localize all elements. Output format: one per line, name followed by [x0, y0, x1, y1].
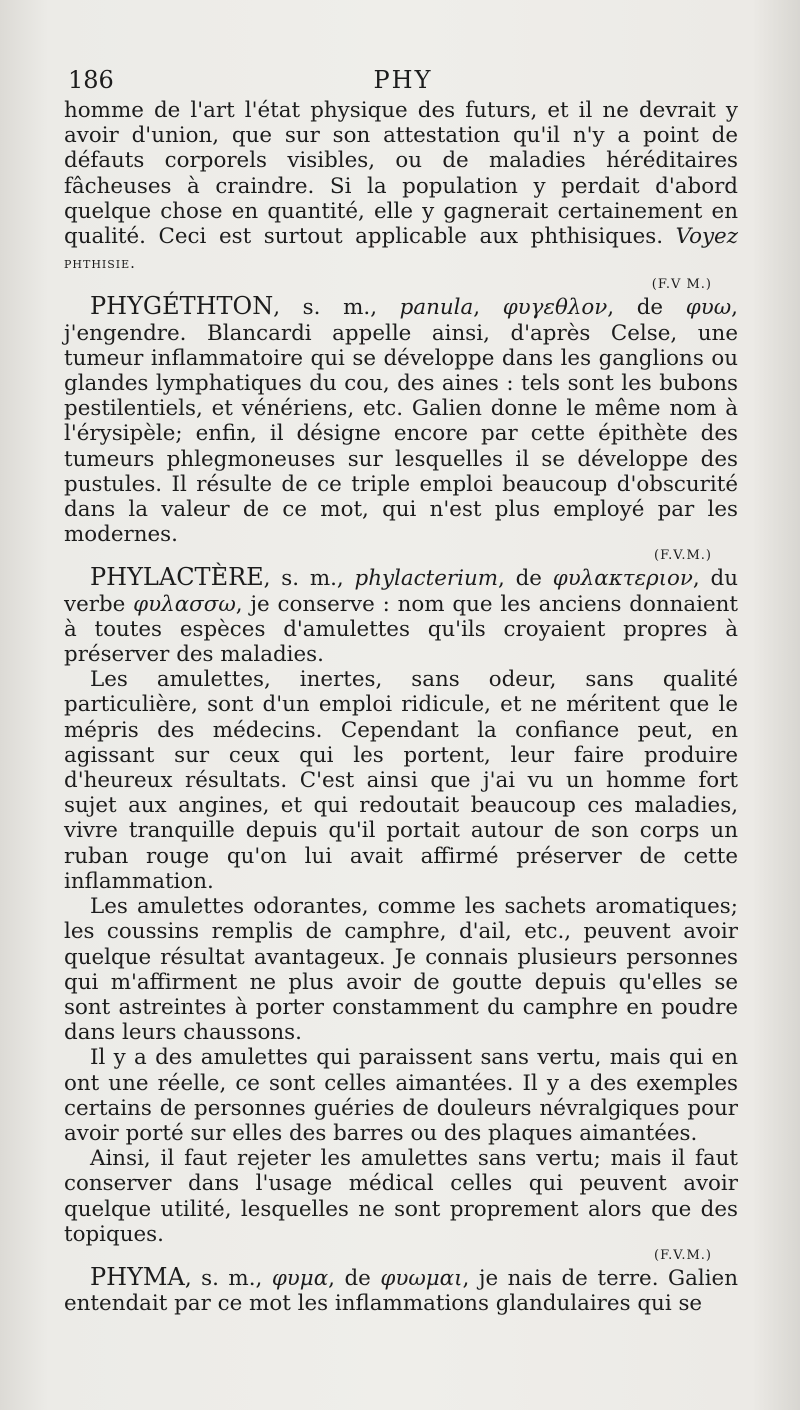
paragraph-last: Ainsi, il faut rejeter les amulettes sans vertu; mais il faut conserver dans l'usage médical celles qui peuvent avoir quelque utilité, lesquelles ne sont proprement alors que des topiques.	[64, 1146, 738, 1247]
entry-body: , j'engendre. Blancardi appelle ainsi, d'après Celse, une tumeur inflammatoire qui se développe dans les ganglions ou glandes lymphatiques du cou, des aines : tels sont les bubons pestilentiels, et vénériens, etc. Galien donne le même nom à l'érysipèle; enfin, il désigne encore par cette épithète des tumeurs phlegmoneuses sur lesquelles il se développe des pustules. Il résulte de ce triple emploi beaucoup d'obscurité dans la valeur de ce mot, qui n'est plus employé par les modernes.	[64, 295, 738, 548]
entry-phylactere	[64, 565, 738, 667]
separator: ,	[473, 295, 503, 321]
paragraph: Les amulettes odorantes, comme les sachets aromatiques; les coussins remplis de camphre, d'ail, etc., peuvent avoir quelque résultat avantageux. Je connais plusieurs personnes qui m'affirment ne plus avoir de goutte depuis qu'elles se sont astreintes à porter constamment du camphre en poudre dans leurs chaussons.	[64, 894, 738, 1046]
separator: , du verbe	[64, 566, 738, 617]
continuation-paragraph	[64, 98, 738, 276]
running-head: PHY	[373, 66, 433, 94]
greek-term: φυγεθλον	[502, 295, 608, 321]
author-signature: (F.V M.)	[651, 277, 712, 293]
entry-phygethton	[64, 294, 738, 547]
greek-root: φυωμαι	[380, 1265, 463, 1291]
greek-term: φυλακτεριον	[552, 566, 693, 592]
latin-term: panula	[399, 295, 474, 321]
entry-phyma	[64, 1262, 738, 1317]
greek-verb: φυλασσω	[133, 591, 236, 617]
page-number: 186	[68, 66, 114, 94]
headword: PHYGÉTHTON	[90, 292, 274, 321]
separator: , de	[607, 295, 686, 321]
separator: , de	[498, 566, 553, 592]
page-header	[68, 66, 738, 96]
paragraph: Les amulettes, inertes, sans odeur, sans qualité particulière, sont d'un emploi ridicule, et ne méritent que le mépris des médecins. Cependant la confiance peut, en agissant sur ceux qui les portent, leur faire produire d'heureux résultats. C'est ainsi que j'ai vu un homme fort sujet aux angines, et qui redoutait beaucoup ces maladies, vivre tranquille depuis qu'il portait autour de son corps un ruban rouge qu'on lui avait affirmé préserver de cette inflammation.	[64, 667, 738, 894]
author-signature: (F.V.M.)	[654, 548, 712, 564]
headword: PHYMA	[90, 1262, 185, 1291]
grammar-label: , s. m.,	[273, 295, 400, 321]
paragraph: Il y a des amulettes qui paraissent sans vertu, mais qui en ont une réelle, ce sont celles aimantées. Il y a des exemples certains de personnes guéries de douleurs névralgiques pour avoir porté sur elles des barres ou des plaques aimantées.	[64, 1045, 738, 1146]
cross-reference: phthisie.	[64, 254, 136, 273]
entry-body: , je nais de terre. Galien entendait par ce mot les inflammations glandulaires qui se	[64, 1265, 738, 1317]
latin-term: phylacterium	[354, 566, 499, 592]
grammar-label: , s. m.,	[184, 1265, 272, 1291]
page-body	[64, 98, 738, 1316]
headword: PHYLACTÈRE	[90, 563, 264, 592]
separator: , de	[328, 1265, 381, 1291]
see-word: Voyez	[675, 224, 738, 250]
entry-body: , je conserve : nom que les anciens donnaient à toutes espèces d'amulettes qu'ils croyaient propres à préserver des maladies.	[64, 591, 738, 668]
greek-root: φυω	[685, 295, 732, 321]
continuation-text: homme de l'art l'état physique des futurs, et il ne devrait y avoir d'union, que sur son attestation qu'il n'y a point de défauts corporels visibles, ou de maladies héréditaires fâcheuses à craindre. Si la population y perdait d'abord quelque chose en quantité, elle y gagnerait certainement en qualité. Ceci est surtout applicable aux phthisiques.	[64, 98, 738, 250]
greek-term: φυμα	[271, 1265, 329, 1291]
author-signature: (F.V.M.)	[654, 1247, 712, 1263]
grammar-label: , s. m.,	[263, 566, 355, 592]
